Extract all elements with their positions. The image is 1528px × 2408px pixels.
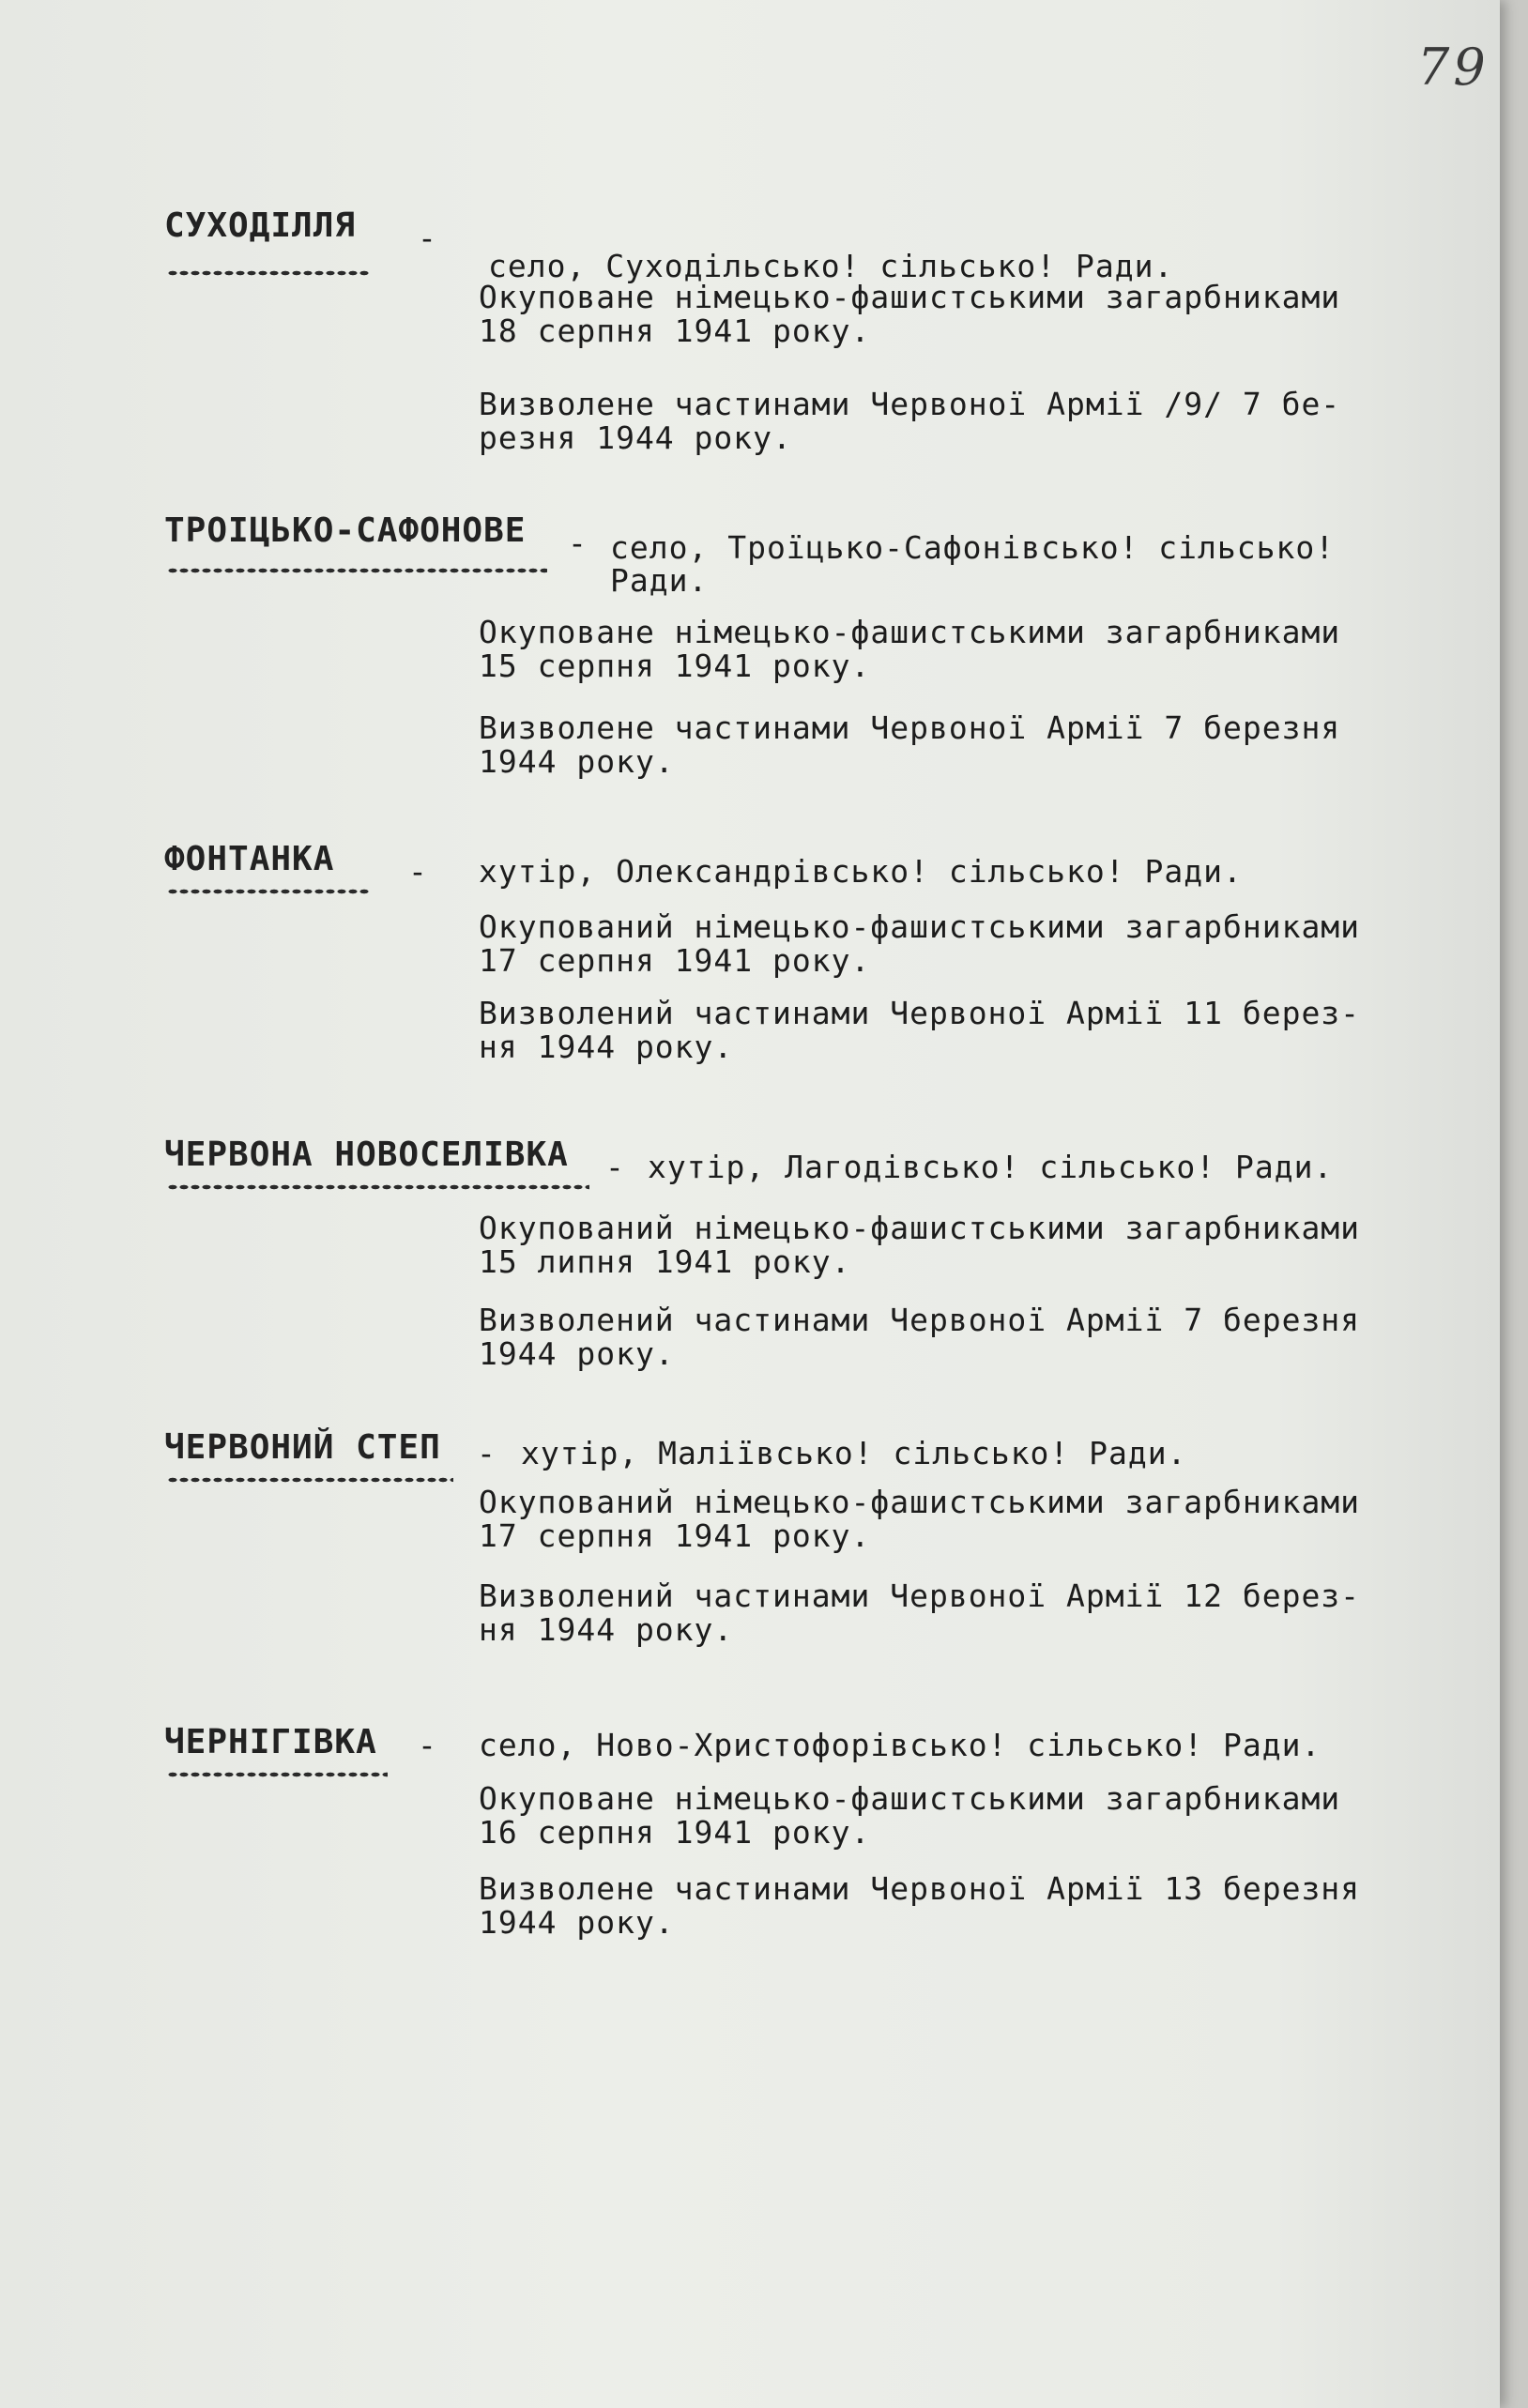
occupied-line-1: Окуповане німецько-фашистськими загарбниками (479, 279, 1341, 315)
entry-type: хутір, Маліївсько! сільсько! Ради. (521, 1435, 1187, 1471)
occupied-line-2: 17 серпня 1941 року. (479, 942, 871, 979)
entry-name: СУХОДІЛЛЯ (164, 206, 357, 245)
name-underline (167, 270, 369, 276)
occupied-line-2: 16 серпня 1941 року. (479, 1814, 871, 1851)
occupied-line-2: 15 липня 1941 року. (479, 1243, 851, 1280)
liberated-line-2: ня 1944 року. (479, 1029, 734, 1065)
liberated-line-1: Визволене частинами Червоної Армії 7 березня (479, 709, 1341, 746)
name-underline (167, 1772, 388, 1777)
entry-type: хутір, Лагодівсько! сільсько! Ради. (648, 1149, 1334, 1185)
liberated-line-1: Визволений частинами Червоної Армії 11 берез- (479, 995, 1361, 1031)
occupied-line-2: 18 серпня 1941 року. (479, 312, 871, 349)
liberated-line-1: Визволене частинами Червоної Армії /9/ 7 бе- (479, 386, 1341, 422)
occupied-line-1: Окупований німецько-фашистськими загарбниками (479, 1210, 1361, 1246)
occupied-line-1: Окуповане німецько-фашистськими загарбниками (479, 1780, 1341, 1817)
occupied-line-1: Окуповане німецько-фашистськими загарбниками (479, 614, 1341, 650)
name-underline (167, 1184, 589, 1190)
entry-name: ЧЕРВОНИЙ СТЕП (164, 1428, 441, 1467)
name-underline (167, 568, 547, 573)
name-underline (167, 889, 369, 894)
entry-name: ЧЕРНІГІВКА (164, 1723, 377, 1761)
entry-dash: - (408, 853, 428, 890)
entry-type: хутір, Олександрівсько! сільсько! Ради. (479, 853, 1243, 890)
entry-dash: - (605, 1149, 625, 1185)
entry-type: село, Суходільсько! сільсько! Ради. (488, 248, 1174, 284)
liberated-line-2: ня 1944 року. (479, 1611, 734, 1648)
entry-name: ТРОІЦЬКО-САФОНОВЕ (164, 511, 527, 550)
liberated-line-2: 1944 року. (479, 743, 675, 780)
page-number: 79 (1417, 38, 1490, 97)
liberated-line-1: Визволене частинами Червоної Армії 13 березня (479, 1870, 1361, 1907)
occupied-line-2: 15 серпня 1941 року. (479, 648, 871, 684)
entry-dash: - (568, 525, 588, 561)
entry-type: село, Троїцько-Сафонівсько! сільсько! (610, 529, 1336, 566)
entry-dash: - (418, 220, 437, 256)
entry-name: ЧЕРВОНА НОВОСЕЛІВКА (164, 1135, 569, 1174)
liberated-line-2: 1944 року. (479, 1335, 675, 1372)
occupied-line-1: Окупований німецько-фашистськими загарбниками (479, 908, 1361, 945)
entry-type: село, Ново-Христофорівсько! сільсько! Ради. (479, 1727, 1322, 1763)
entry-name: ФОНТАНКА (164, 840, 335, 878)
occupied-line-1: Окупований німецько-фашистськими загарбниками (479, 1484, 1361, 1520)
liberated-line-1: Визволений частинами Червоної Армії 7 березня (479, 1302, 1361, 1338)
liberated-line-1: Визволений частинами Червоної Армії 12 берез- (479, 1577, 1361, 1614)
name-underline (167, 1477, 453, 1483)
entry-type-cont: Ради. (610, 562, 709, 599)
liberated-line-2: резня 1944 року. (479, 419, 792, 456)
occupied-line-2: 17 серпня 1941 року. (479, 1517, 871, 1554)
entry-dash: - (477, 1435, 497, 1471)
entry-dash: - (418, 1727, 437, 1763)
liberated-line-2: 1944 року. (479, 1904, 675, 1941)
